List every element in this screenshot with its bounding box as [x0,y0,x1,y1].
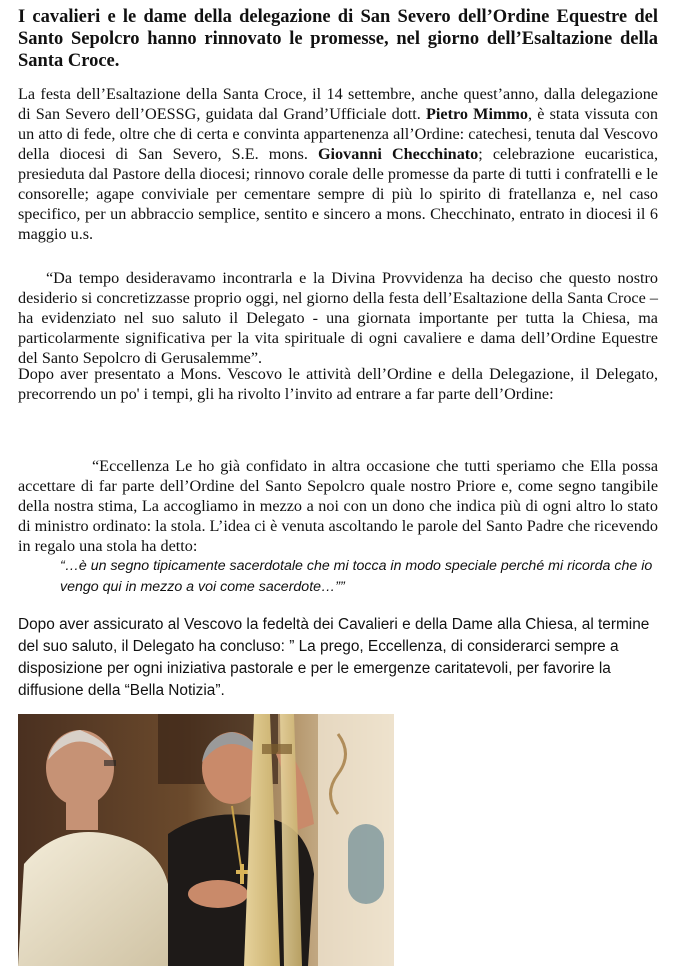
paragraph-invitation: Dopo aver presentato a Mons. Vescovo le attività dell’Ordine e della Delegazione, il Delegato, precorrendo un po' i tempi, gli ha rivolto l’invito ad entrare a far parte dell’Ordine: [18,365,658,403]
paragraph-intro-text-c: ; celebrazione eucaristica, presieduta dal Pastore della diocesi; rinnovo corale delle promesse da parte di tutti i confratelli e le consorelle; agape conviviale per cementare sempre di più lo spirito di fratellanza e, nel caso specifico, per un abbraccio semplice, sentito e sincero a mons. Checchinato, entrato in diocesi il 6 maggio u.s. [18,145,658,243]
name-giovanni-checchinato: Giovanni Checchinato [317,145,479,163]
paragraph-intro-text-a: La festa dell’Esaltazione della Santa Croce, il 14 settembre, anche quest’anno, dalla delegazione di San Severo dell’OESSG, guidata dal Grand’Ufficiale dott. [18,85,658,123]
paragraph-conclusion: Dopo aver assicurato al Vescovo la fedeltà dei Cavalieri e della Dame alla Chiesa, al termine del suo saluto, il Delegato ha concluso: ” La prego, Eccellenza, di considerarci sempre a disposizione per ogni iniziativa pastorale e per le emergenze caritatevoli, per favorire la diffusione della “Bella Notizia”. [18,616,650,699]
paragraph-stole-gift: “Eccellenza Le ho già confidato in altra occasione che tutti speriamo che Ella possa accettare di far parte dell’Ordine del Santo Sepolcro quale nostro Priore e, come segno tangibile della nostra stima, La accogliamo in mezzo a noi con un dono che indica più di ogni altro lo stato di ministro ordinato: la stola. L’idea ci è venuta ascoltando le parole del Santo Padre che ricevendo in regalo una stola ha detto: [18,457,658,555]
paragraph-intro-text-b: , è stata vissuta con un atto di fede, oltre che di certa e convinta appartenenza all’Ordine: catechesi, tenuta dal Vescovo della diocesi di San Severo, S.E. mons. [18,105,658,163]
event-photo [18,714,394,966]
photo-illustration [18,714,394,966]
paragraph-intro [18,84,658,244]
paragraph-delegate-greeting: “Da tempo desideravamo incontrarla e la Divina Provvidenza ha deciso che questo nostro desiderio si concretizzasse proprio oggi, nel giorno della festa dell’Esaltazione della Santa Croce – ha evidenziato nel suo saluto il Delegato - una giornata importante per tutta la Chiesa, ma particolarmente significativa per la vita spirituale di ogni cavaliere e dama dell’Ordine Equestre del Santo Sepolcro di Gerusalemme”. [18,269,658,367]
article-title: I cavalieri e le dame della delegazione di San Severo dell’Ordine Equestre del Santo Sepolcro hanno rinnovato le promesse, nel giorno dell’Esaltazione della Santa Croce. [18,7,658,71]
name-pietro-mimmo: Pietro Mimmo [426,105,529,123]
pope-quote: “…è un segno tipicamente sacerdotale che mi tocca in modo speciale perché mi ricorda che io vengo qui in mezzo a voi come sacerdote…”” [60,558,653,595]
